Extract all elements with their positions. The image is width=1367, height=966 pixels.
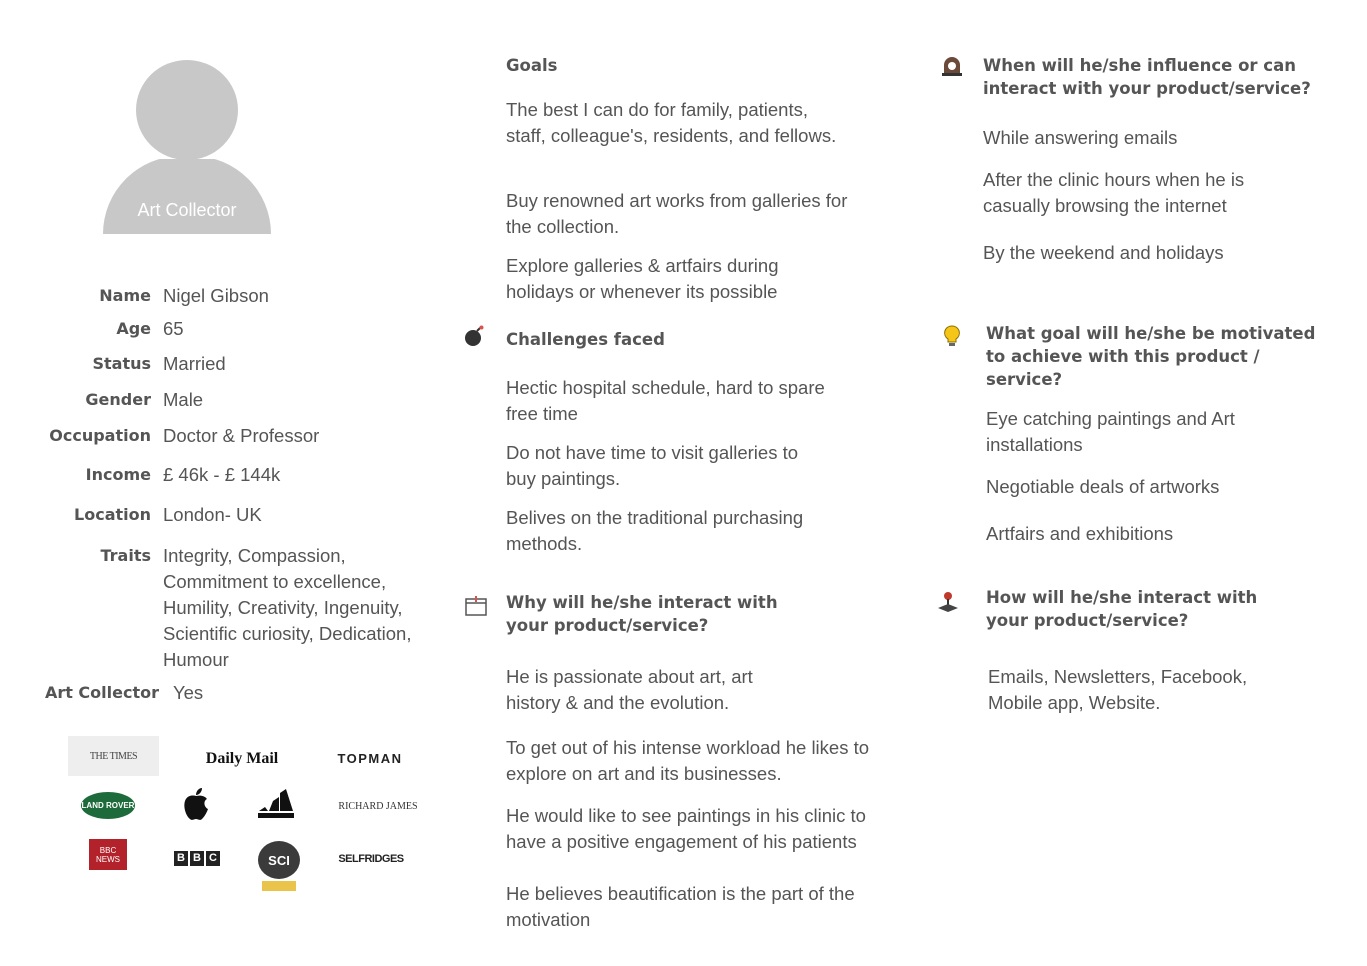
motivation-item: Eye catching paintings and Art installations bbox=[986, 408, 1235, 455]
why-item: To get out of his intense workload he likes to explore on art and its businesses. bbox=[506, 737, 870, 784]
topman-logo: TOPMAN bbox=[337, 750, 403, 766]
adidas-logo bbox=[254, 788, 298, 820]
field-location bbox=[0, 502, 460, 528]
field-value: £ 46k - £ 144k bbox=[163, 464, 281, 485]
why-item: He is passionate about art, art history & and the evolution. bbox=[506, 666, 753, 713]
goal-item: Explore galleries & artfairs during holidays or whenever its possible bbox=[506, 255, 779, 302]
motivation-heading: What goal will he/she be motivated to achieve with this product / service? bbox=[986, 324, 1316, 389]
bbc-news-logo: BBC NEWS bbox=[89, 839, 127, 870]
alarm-icon bbox=[940, 53, 964, 77]
persona-avatar bbox=[103, 60, 271, 234]
why-item: He believes beautification is the part of the motivation bbox=[506, 883, 855, 930]
goal-item: Buy renowned art works from galleries for the collection. bbox=[506, 190, 848, 237]
the-times-logo: THE TIMES bbox=[68, 736, 159, 776]
field-value: Integrity, Compassion, Commitment to excellence, Humility, Creativity, Ingenuity, Scientific curiosity, Dedication, Humour bbox=[163, 545, 412, 670]
avatar-body bbox=[103, 156, 271, 234]
field-value: London- UK bbox=[163, 504, 262, 525]
field-label: Gender bbox=[85, 390, 151, 409]
challenge-item: Do not have time to visit galleries to buy paintings. bbox=[506, 442, 799, 489]
why-heading: Why will he/she interact with your product/service? bbox=[506, 593, 778, 635]
field-value: Nigel Gibson bbox=[163, 285, 269, 306]
field-value: Male bbox=[163, 389, 204, 410]
adidas-icon bbox=[255, 789, 297, 819]
field-age bbox=[0, 316, 460, 342]
joystick-icon bbox=[936, 590, 960, 614]
field-value: 65 bbox=[163, 318, 184, 339]
motivation-item: Artfairs and exhibitions bbox=[986, 523, 1174, 544]
science-channel-logo: SCI bbox=[257, 838, 301, 894]
why-item: He would like to see paintings in his clinic to have a positive engagement of his patients bbox=[506, 805, 866, 852]
when-heading: When will he/she influence or can interact with your product/service? bbox=[983, 56, 1311, 98]
field-status bbox=[0, 351, 460, 377]
bomb-icon bbox=[462, 324, 486, 348]
challenge-item: Hectic hospital schedule, hard to spare free time bbox=[506, 377, 825, 424]
field-label: Income bbox=[85, 465, 151, 484]
bbc-logo: B B C bbox=[172, 850, 222, 866]
daily-mail-logo: Daily Mail bbox=[205, 750, 279, 767]
challenges-heading: Challenges faced bbox=[506, 330, 665, 349]
land-rover-logo: LAND ROVER bbox=[81, 792, 135, 819]
field-label: Status bbox=[92, 354, 151, 373]
field-label: Art Collector bbox=[44, 683, 159, 702]
apple-icon bbox=[181, 787, 211, 821]
motivation-item: Negotiable deals of artworks bbox=[986, 476, 1220, 497]
richard-james-logo: RICHARD JAMES bbox=[338, 800, 418, 812]
field-label: Age bbox=[116, 319, 151, 338]
field-name bbox=[0, 283, 460, 309]
lightbulb-icon bbox=[940, 324, 964, 348]
field-gender bbox=[0, 387, 460, 413]
goal-item: The best I can do for family, patients, staff, colleague's, residents, and fellows. bbox=[506, 99, 837, 146]
calendar-icon bbox=[464, 594, 488, 618]
field-art-collector bbox=[0, 680, 460, 706]
field-traits bbox=[0, 543, 460, 673]
field-income bbox=[0, 462, 460, 488]
apple-logo bbox=[180, 786, 212, 822]
field-label: Location bbox=[74, 505, 151, 524]
field-label: Traits bbox=[100, 546, 151, 565]
field-occupation bbox=[0, 423, 460, 449]
field-label: Name bbox=[99, 286, 151, 305]
when-item: By the weekend and holidays bbox=[983, 242, 1224, 263]
avatar-role-label: Art Collector bbox=[137, 200, 237, 220]
when-item: After the clinic hours when he is casually browsing the internet bbox=[983, 169, 1245, 216]
selfridges-logo: SELFRIDGES bbox=[338, 853, 404, 865]
field-value: Doctor & Professor bbox=[163, 425, 320, 446]
field-value: Married bbox=[163, 353, 226, 374]
how-item: Emails, Newsletters, Facebook, Mobile app, Website. bbox=[988, 666, 1248, 713]
how-heading: How will he/she interact with your product/service? bbox=[986, 588, 1258, 630]
field-value: Yes bbox=[173, 682, 204, 703]
when-item: While answering emails bbox=[983, 127, 1178, 148]
challenge-item: Belives on the traditional purchasing methods. bbox=[506, 507, 804, 554]
goals-heading: Goals bbox=[506, 56, 558, 75]
avatar-head bbox=[136, 60, 238, 160]
field-label: Occupation bbox=[49, 426, 151, 445]
